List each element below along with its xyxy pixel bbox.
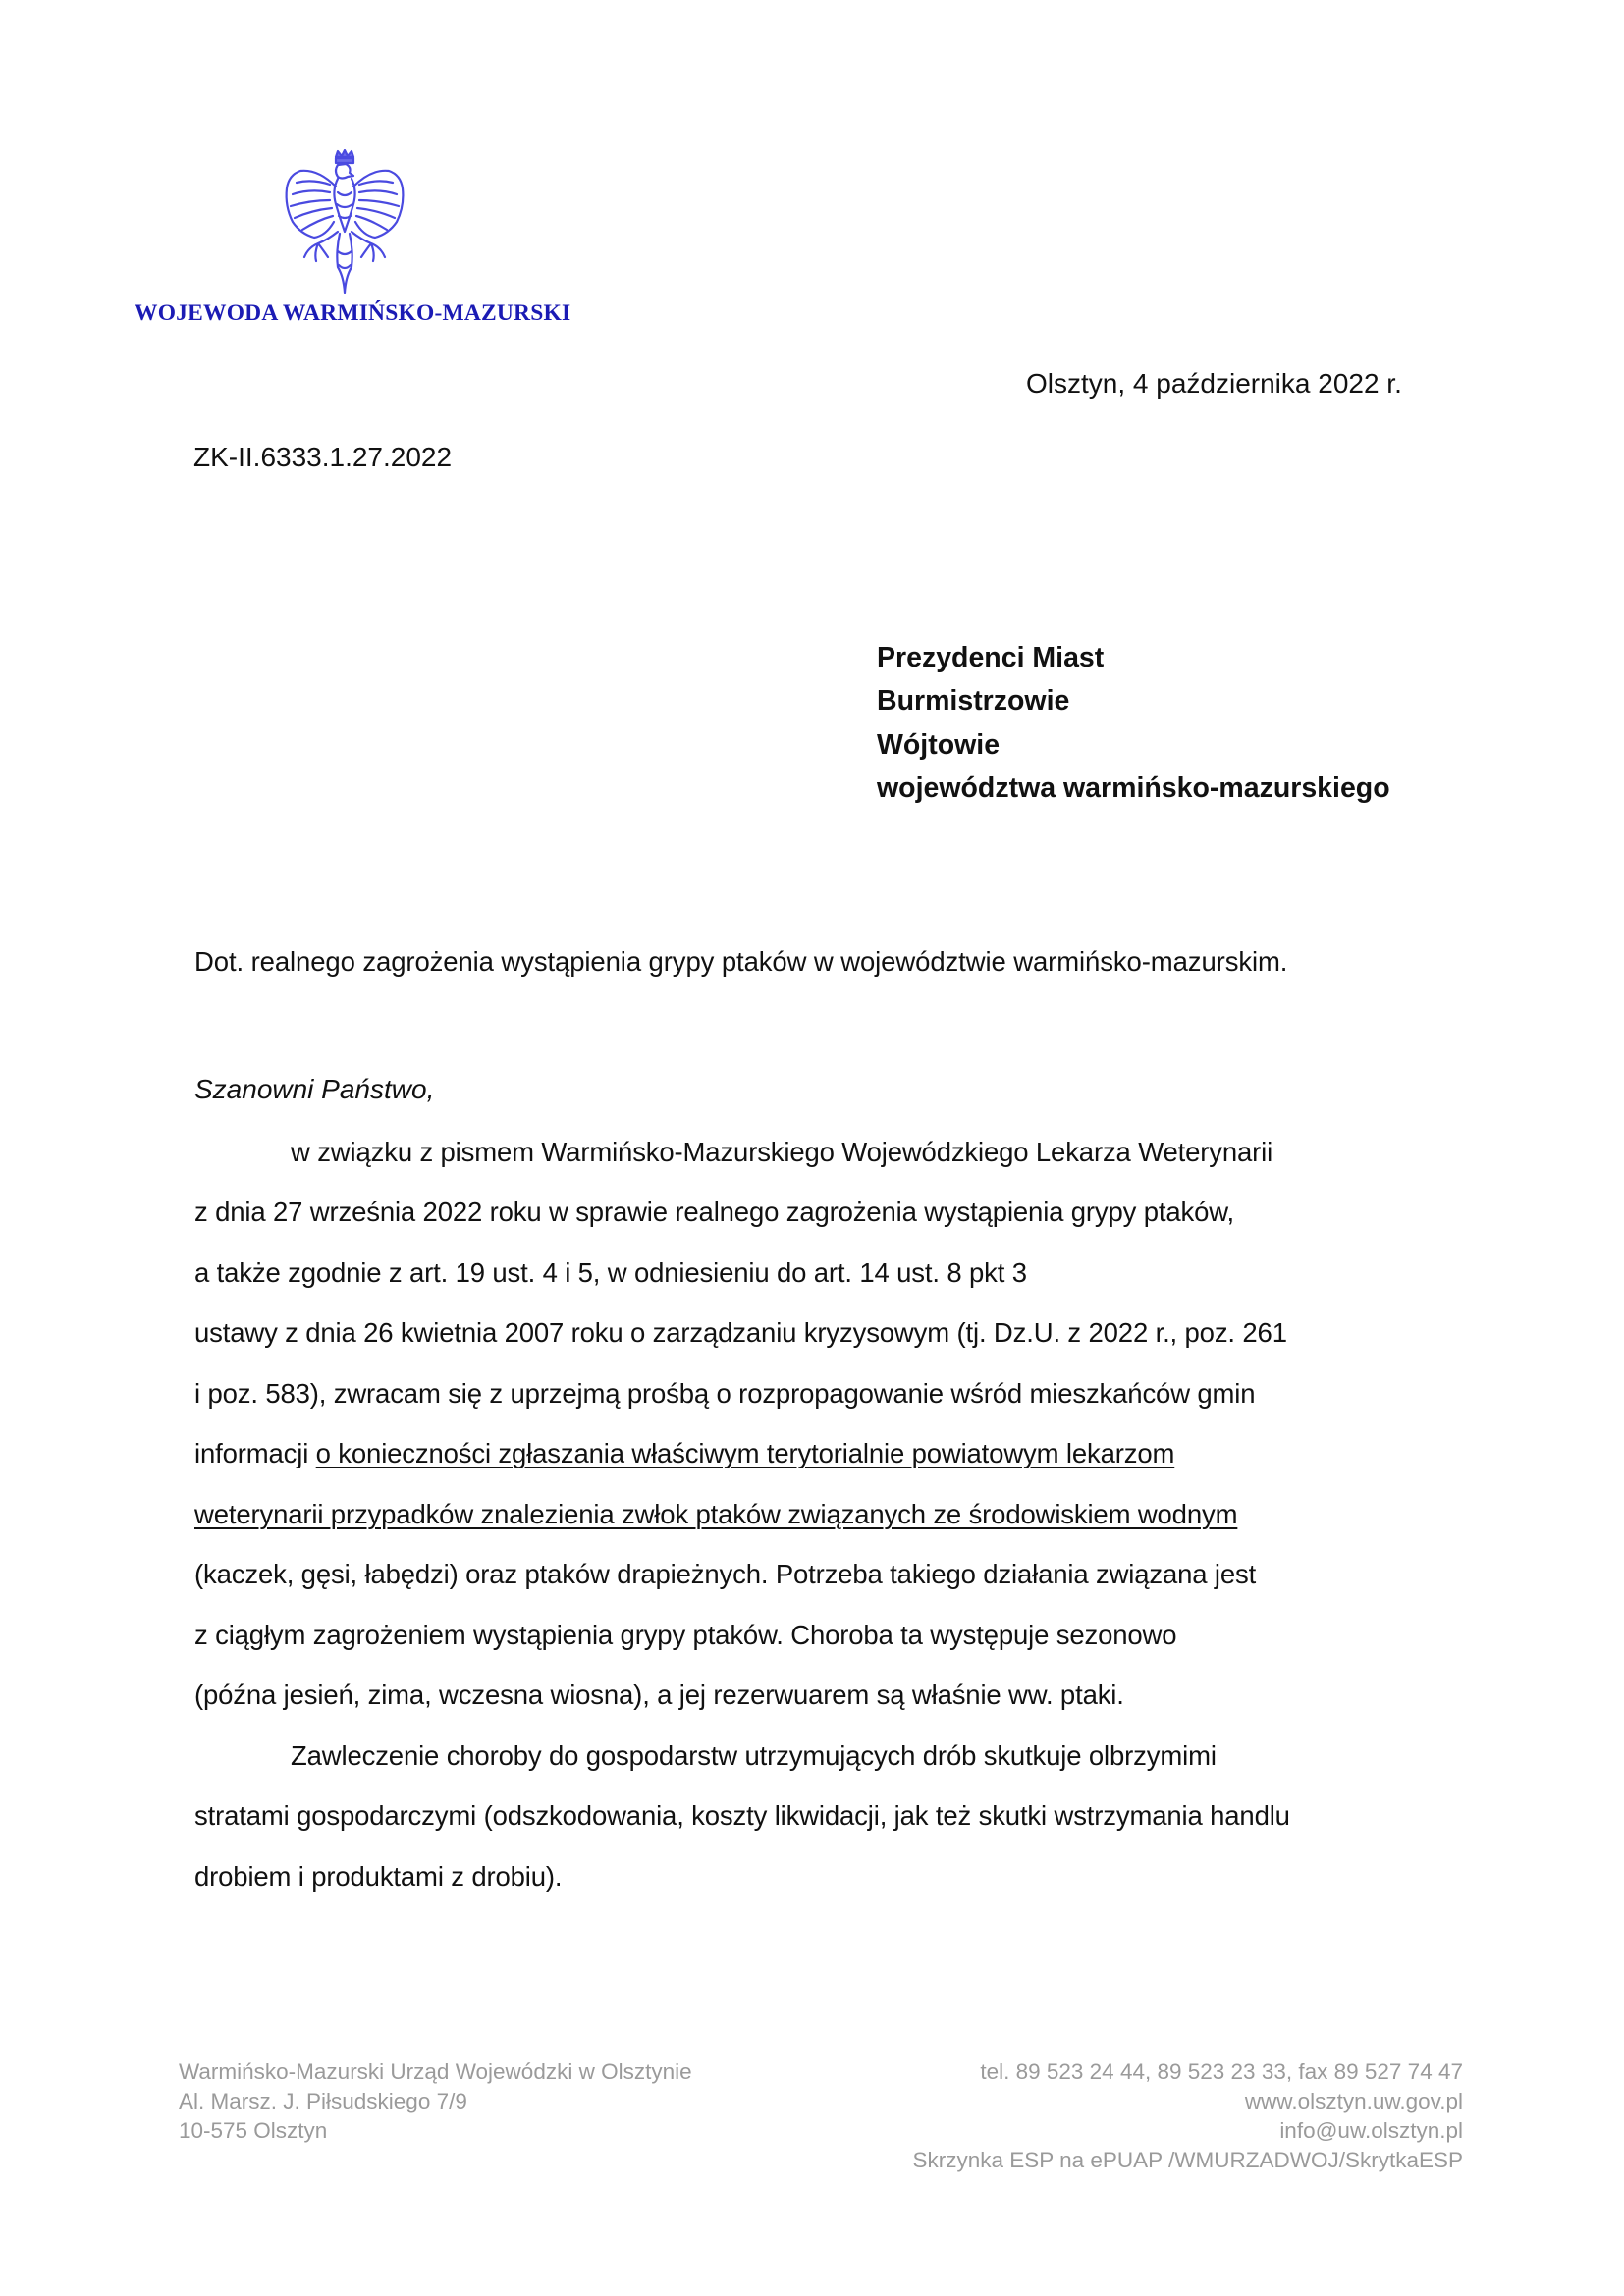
body-line: (kaczek, gęsi, łabędzi) oraz ptaków drapieżnych. Potrzeba takiego działania związana jest [194, 1559, 1257, 1589]
reference-number: ZK-II.6333.1.27.2022 [193, 442, 453, 472]
body-line: ustawy z dnia 26 kwietnia 2007 roku o zarządzaniu kryzysowym (tj. Dz.U. z 2022 r., poz. 261 [194, 1317, 1287, 1348]
footer-phone: tel. 89 523 24 44, 89 523 23 33, fax 89 527 74 47 [980, 2059, 1463, 2084]
recipient-line: Prezydenci Miast [877, 642, 1105, 673]
body-line: z ciągłym zagrożeniem wystąpienia grypy ptaków. Choroba ta występuje sezonowo [194, 1620, 1177, 1650]
body-line: stratami gospodarczymi (odszkodowania, koszty likwidacji, jak też skutki wstrzymania handlu [194, 1800, 1290, 1831]
salutation: Szanowni Państwo, [194, 1074, 435, 1104]
letter-date: Olsztyn, 4 października 2022 r. [1026, 368, 1402, 399]
body-line: drobiem i produktami z drobiu). [194, 1861, 563, 1892]
body-line: w związku z pismem Warmińsko-Mazurskiego Wojewódzkiego Lekarza Weterynarii [291, 1137, 1273, 1167]
body-line: a także zgodnie z art. 19 ust. 4 i 5, w odniesieniu do art. 14 ust. 8 pkt 3 [194, 1257, 1027, 1288]
body-line: (późna jesień, zima, wczesna wiosna), a jej rezerwuarem są właśnie ww. ptaki. [194, 1680, 1124, 1710]
recipient-line: województwa warmińsko-mazurskiego [877, 773, 1390, 804]
letterhead-title: WOJEWODA WARMIŃSKO-MAZURSKI [135, 300, 571, 326]
footer-office-name: Warmińsko-Mazurski Urząd Wojewódzki w Olsztynie [179, 2059, 692, 2084]
body-text: informacji [194, 1438, 316, 1468]
body-line [194, 1438, 1174, 1469]
body-line: z dnia 27 września 2022 roku w sprawie realnego zagrożenia wystąpienia grypy ptaków, [194, 1197, 1234, 1227]
body-line: i poz. 583), zwracam się z uprzejmą prośbą o rozpropagowanie wśród mieszkańców gmin [194, 1378, 1256, 1409]
underlined-emphasis: weterynarii przypadków znalezienia zwłok ptaków związanych ze środowiskiem wodnym [194, 1499, 1238, 1529]
footer-epuap: Skrzynka ESP na ePUAP /WMURZADWOJ/SkrytkaESP [912, 2148, 1463, 2172]
recipient-line: Wójtowie [877, 729, 1001, 761]
recipient-line: Burmistrzowie [877, 685, 1070, 717]
body-line [194, 1499, 1237, 1530]
polish-eagle-emblem-icon [279, 149, 410, 296]
footer-street: Al. Marsz. J. Piłsudskiego 7/9 [179, 2089, 467, 2113]
footer-postal-city: 10-575 Olsztyn [179, 2118, 328, 2143]
footer-website: www.olsztyn.uw.gov.pl [1244, 2089, 1463, 2113]
letter-subject: Dot. realnego zagrożenia wystąpienia grypy ptaków w województwie warmińsko-mazurskim. [194, 946, 1288, 977]
body-line: Zawleczenie choroby do gospodarstw utrzymujących drób skutkuje olbrzymimi [291, 1740, 1217, 1771]
underlined-emphasis: o konieczności zgłaszania właściwym terytorialnie powiatowym lekarzom [315, 1438, 1175, 1468]
footer-address [179, 2057, 692, 2146]
footer-contact [912, 2057, 1463, 2175]
footer-email: info@uw.olsztyn.pl [1279, 2118, 1463, 2143]
